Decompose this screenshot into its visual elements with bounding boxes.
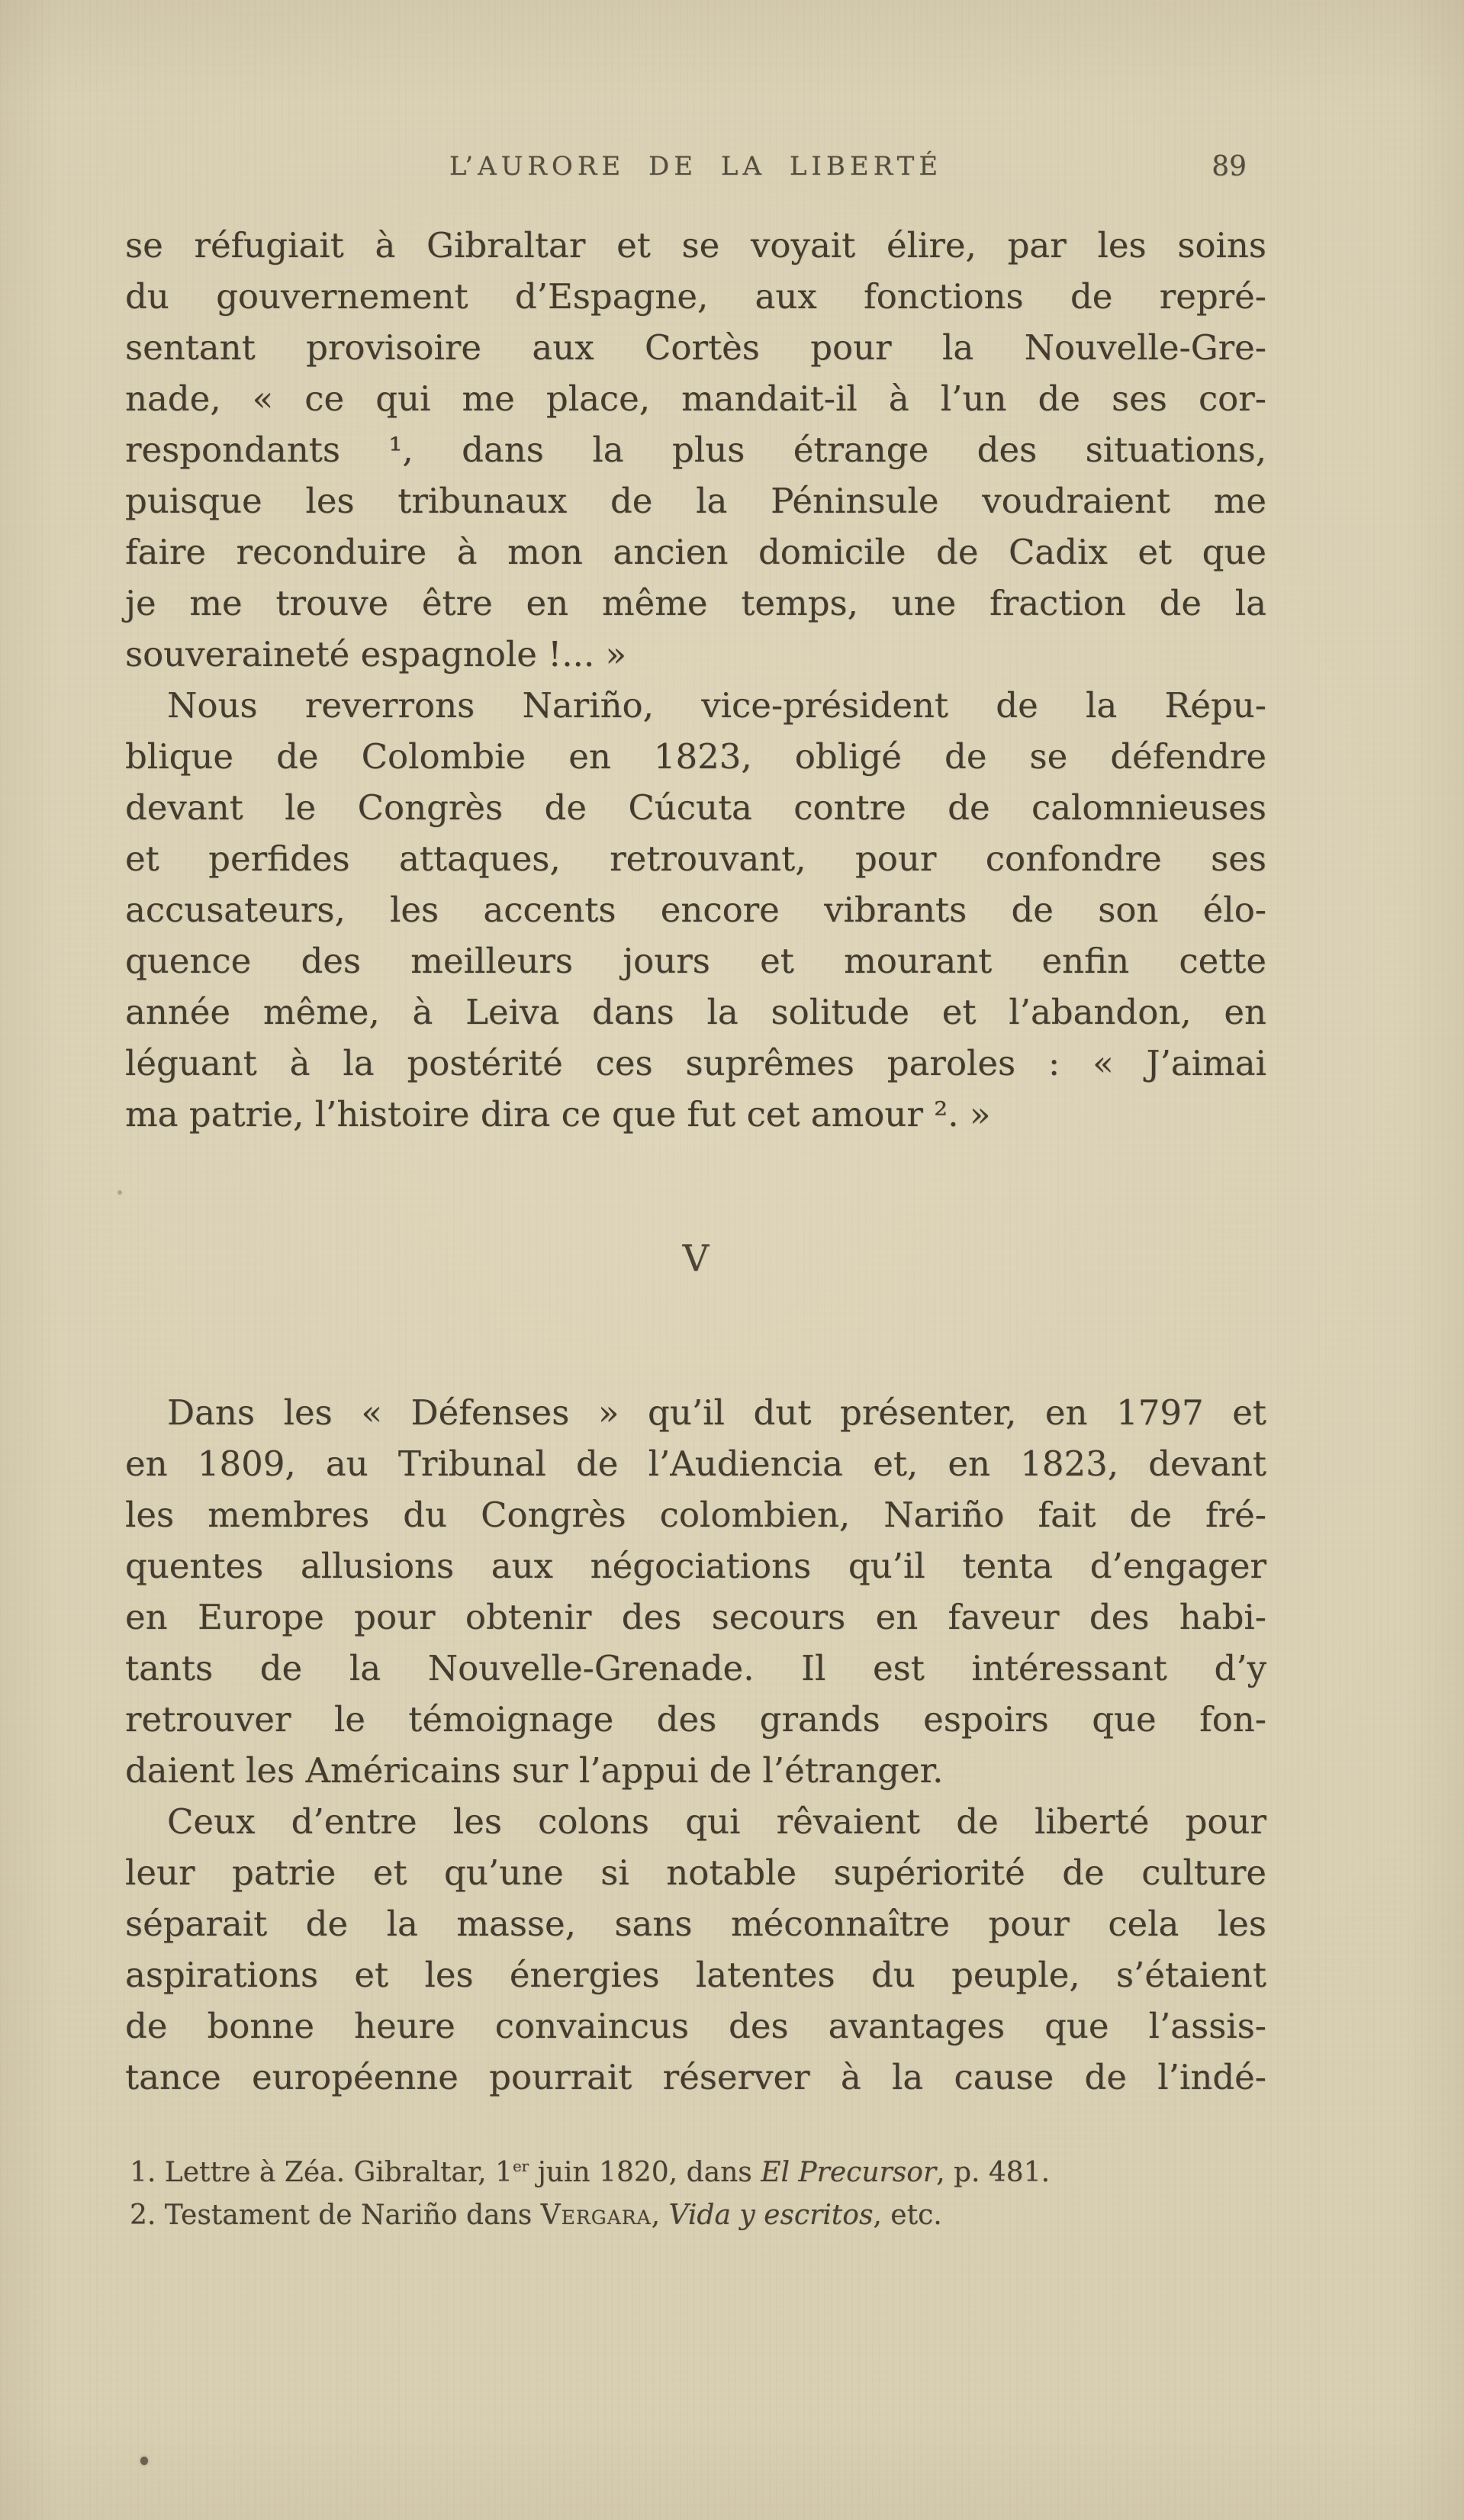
text-line: quentes allusions aux négociations qu’il tenta d’engager bbox=[125, 1546, 1266, 1586]
text-line: daient les Américains sur l’appui de l’étranger. bbox=[125, 1750, 944, 1791]
text-line: année même, à Leiva dans la solitude et l’abandon, en bbox=[125, 992, 1266, 1032]
text-line: puisque les tribunaux de la Péninsule voudraient me bbox=[125, 481, 1266, 521]
running-header-title: L’AURORE DE LA LIBERTÉ bbox=[449, 151, 943, 182]
footnote-text: 2. Testament de Nariño dans bbox=[130, 2200, 541, 2231]
text-line: se réfugiait à Gibraltar et se voyait élire, par les soins bbox=[125, 225, 1266, 266]
text-line: Nous reverrons Nariño, vice-président de la Répu- bbox=[167, 685, 1266, 726]
text-line: tance européenne pourrait réserver à la cause de l’indé- bbox=[125, 2057, 1266, 2097]
text-line: Ceux d’entre les colons qui rêvaient de liberté pour bbox=[167, 1801, 1266, 1842]
text-line: respondants ¹, dans la plus étrange des situations, bbox=[125, 430, 1266, 470]
footnote-superscript: er bbox=[512, 2158, 529, 2175]
ink-speck bbox=[140, 2457, 148, 2465]
text-line: nade, « ce qui me place, mandait-il à l’un de ses cor- bbox=[125, 378, 1266, 419]
footnote-2 bbox=[130, 2194, 1266, 2237]
text-line: leur patrie et qu’une si notable supériorité de culture bbox=[125, 1852, 1266, 1893]
footnote-text: , bbox=[651, 2200, 669, 2231]
footnote-1 bbox=[130, 2151, 1266, 2194]
paragraph-block-3 bbox=[125, 1796, 1266, 2103]
section-heading: V bbox=[682, 1237, 709, 1280]
paragraph-block-1 bbox=[125, 220, 1266, 1140]
text-line: en 1809, au Tribunal de l’Audiencia et, en 1823, devant bbox=[125, 1443, 1266, 1484]
text-line: léguant à la postérité ces suprêmes paroles : « J’aimai bbox=[125, 1043, 1266, 1083]
text-line: sentant provisoire aux Cortès pour la Nouvelle-Gre- bbox=[125, 327, 1266, 368]
text-line: je me trouve être en même temps, une fraction de la bbox=[125, 583, 1266, 623]
footnote-text: 1. Lettre à Zéa. Gibraltar, 1 bbox=[130, 2157, 513, 2188]
paragraph-block-2 bbox=[125, 1387, 1266, 1796]
footnote-work-title: Vida y escritos bbox=[668, 2200, 874, 2231]
footnote-text: , etc. bbox=[873, 2200, 942, 2231]
footnotes bbox=[130, 2151, 1266, 2237]
text-line: accusateurs, les accents encore vibrants de son élo- bbox=[125, 890, 1266, 930]
text-line: retrouver le témoignage des grands espoirs que fon- bbox=[125, 1699, 1266, 1740]
page-number: 89 bbox=[1211, 151, 1247, 182]
footnote-text: juin 1820, dans bbox=[529, 2157, 761, 2188]
text-line: Dans les « Défenses » qu’il dut présenter, en 1797 et bbox=[167, 1392, 1266, 1433]
text-line: aspirations et les énergies latentes du peuple, s’étaient bbox=[125, 1955, 1266, 1995]
text-line: tants de la Nouvelle-Grenade. Il est intéressant d’y bbox=[125, 1648, 1266, 1688]
text-line: du gouvernement d’Espagne, aux fonctions de repré- bbox=[125, 276, 1266, 317]
text-line: en Europe pour obtenir des secours en faveur des habi- bbox=[125, 1597, 1266, 1637]
text-line: quence des meilleurs jours et mourant enfin cette bbox=[125, 941, 1266, 981]
footnote-author-name: Vergara bbox=[540, 2200, 652, 2231]
text-line: blique de Colombie en 1823, obligé de se défendre bbox=[125, 736, 1266, 777]
text-line: devant le Congrès de Cúcuta contre de calomnieuses bbox=[125, 787, 1266, 828]
running-header bbox=[125, 151, 1266, 191]
text-line: les membres du Congrès colombien, Nariño fait de fré- bbox=[125, 1495, 1266, 1535]
footnote-work-title: El Precursor bbox=[761, 2157, 937, 2188]
text-line: séparait de la masse, sans méconnaître pour cela les bbox=[125, 1904, 1266, 1944]
text-line: faire reconduire à mon ancien domicile de Cadix et que bbox=[125, 532, 1266, 572]
footnote-text: , p. 481. bbox=[936, 2157, 1051, 2188]
ink-speck bbox=[117, 1190, 122, 1195]
text-line: de bonne heure convaincus des avantages que l’assis- bbox=[125, 2006, 1266, 2046]
text-line: et perfides attaques, retrouvant, pour confondre ses bbox=[125, 838, 1266, 879]
text-line: ma patrie, l’histoire dira ce que fut cet amour ². » bbox=[125, 1094, 991, 1134]
text-line: souveraineté espagnole !... » bbox=[125, 634, 626, 674]
